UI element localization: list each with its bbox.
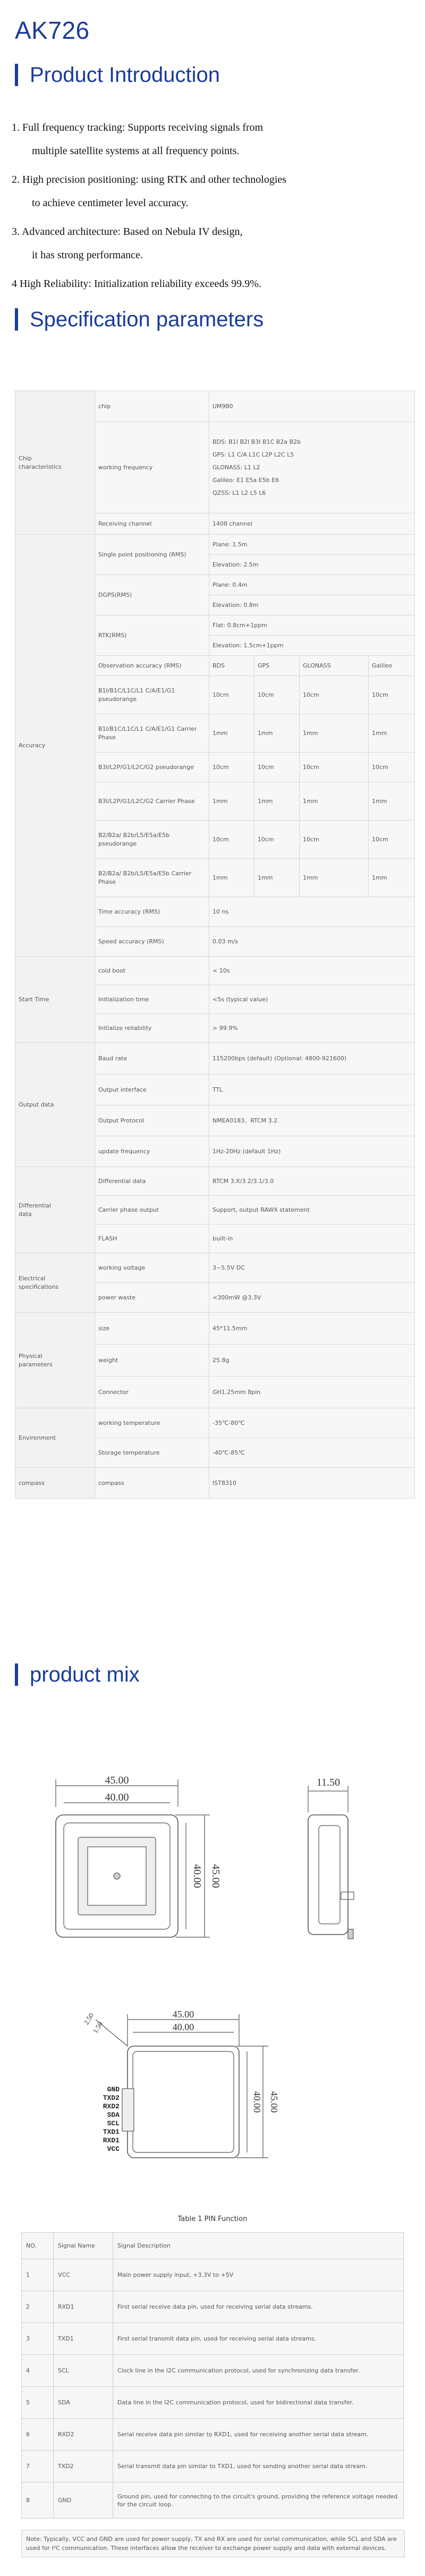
table-row <box>15 1313 415 1345</box>
intro-item <box>12 220 405 267</box>
side-foot <box>348 1929 353 1939</box>
spec-param: cold boot <box>95 957 209 985</box>
module-bottom-view-drawing <box>80 2009 319 2184</box>
dim-inner-vertical-label: 40.00 <box>191 1864 203 1888</box>
pin-description: Serial transmit data pin similar to TXD1, used for sending another serial data stream. <box>113 2451 404 2482</box>
spec-param: FLASH <box>95 1224 209 1253</box>
dim-small-label: 1.50 <box>91 2020 104 2035</box>
bottom-board <box>128 2046 239 2158</box>
spec-value: 10cm <box>209 753 254 782</box>
spec-category: Physical parameters <box>15 1313 95 1408</box>
spec-table <box>15 391 415 1499</box>
spec-category: Start Time <box>15 957 95 1043</box>
spec-category: Accuracy <box>15 535 95 957</box>
spec-value: 115200bps (default) (Optional: 4800-921600) <box>209 1043 415 1075</box>
spec-param: Differential data <box>95 1167 209 1196</box>
pin-table-note: Note: Typically, VCC and GND are used for power supply, TX and RX are used for serial communication, while SCL and SDA are used for I²C communication. These interfaces allow the receiver to exchange power supply and data with external devices. <box>21 2530 405 2557</box>
pin-description: Clock line in the I2C communication protocol, used for synchronizing data transfer. <box>113 2355 404 2387</box>
spec-param: Initialize reliability <box>95 1014 209 1043</box>
pin-label: SDA <box>107 2111 120 2119</box>
intro-heading: Product Introduction <box>15 64 220 86</box>
spec-value: built-in <box>209 1224 415 1253</box>
spec-param: Single point positioning (RMS) <box>95 535 209 575</box>
spec-param: size <box>95 1313 209 1345</box>
bottom-inner <box>133 2051 234 2152</box>
spec-param: B2/B2a/ B2b/L5/E5a/E5b pseudorange <box>95 821 209 859</box>
spec-param: working temperature <box>95 1408 209 1438</box>
spec-value: 0.03 m/s <box>209 927 415 957</box>
spec-param: power waste <box>95 1283 209 1313</box>
pin-no: 4 <box>22 2355 54 2387</box>
spec-value: 10cm <box>300 753 369 782</box>
spec-value: 10cm <box>300 821 369 859</box>
dim-inner-vertical-label: 40.00 <box>252 2091 262 2113</box>
intro-line: 3. Advanced architecture: Based on Nebula IV design, <box>12 226 243 238</box>
spec-value: 10cm <box>369 676 415 714</box>
pin-description: Data line in the I2C communication protocol, used for bidirectional data transfer. <box>113 2387 404 2419</box>
spec-value: 10cm <box>254 753 300 782</box>
spec-value: 10cm <box>369 821 415 859</box>
spec-value: <5s (typical value) <box>209 985 415 1014</box>
pin-label: RXD1 <box>103 2136 120 2144</box>
spec-value: TTL <box>209 1075 415 1105</box>
table-row <box>15 1253 415 1283</box>
side-inner <box>319 1826 340 1924</box>
table-row <box>22 2451 404 2482</box>
pin-label: TXD2 <box>103 2094 120 2102</box>
spec-param: B3I/L2P/G1/L2C/G2 pseudorange <box>95 753 209 782</box>
pin-signal: VCC <box>54 2259 113 2291</box>
dim-outer-vertical-label: 45.00 <box>210 1864 222 1888</box>
pin-no: 8 <box>22 2482 54 2519</box>
pin-no: 3 <box>22 2323 54 2355</box>
spec-category: Electrical specifications <box>15 1253 95 1313</box>
spec-value: 1mm <box>300 714 369 753</box>
spec-value: 45*11.5mm <box>209 1313 415 1345</box>
spec-value: 1Hz-20Hz (default 1Hz) <box>209 1136 415 1167</box>
freq-line: Galileo: E1 E5a E5b E6 <box>212 476 279 484</box>
column-header: Signal Description <box>113 2233 404 2259</box>
pin-table <box>21 2232 404 2519</box>
spec-value: 1mm <box>254 714 300 753</box>
spec-value: > 99.9% <box>209 1014 415 1043</box>
pin-no: 7 <box>22 2451 54 2482</box>
dim-outer-label: 45.00 <box>172 2009 194 2020</box>
pin-label: TXD1 <box>103 2128 120 2136</box>
table-header-row <box>22 2233 404 2259</box>
spec-value: Galileo <box>369 656 415 676</box>
table-row <box>22 2323 404 2355</box>
pin-description: Main power supply input, +3.3V to +5V <box>113 2259 404 2291</box>
spec-value: UM980 <box>209 391 415 422</box>
intro-line: 2. High precision positioning: using RTK and other technologies <box>12 174 287 185</box>
spec-value: GLONASS <box>300 656 369 676</box>
spec-value: 1mm <box>369 859 415 897</box>
spec-param: compass <box>95 1468 209 1499</box>
spec-param: RTK(RMS) <box>95 615 209 656</box>
spec-value: RTCM 3.X/3.2/3.1/3.0 <box>209 1167 415 1196</box>
dim-outer-vertical-label: 45.00 <box>269 2091 279 2113</box>
spec-value: 10cm <box>209 676 254 714</box>
column-header: NO. <box>22 2233 54 2259</box>
intro-line-cont: multiple satellite systems at all frequency points. <box>32 145 240 157</box>
spec-param: Initialization time <box>95 985 209 1014</box>
pin-description: First serial receive data pin, used for receiving serial data streams. <box>113 2291 404 2323</box>
table-row <box>22 2419 404 2451</box>
table-row <box>15 391 415 422</box>
pin-connector <box>122 2089 134 2131</box>
spec-param: Time accuracy (RMS) <box>95 897 209 927</box>
spec-param: DGPS(RMS) <box>95 575 209 615</box>
intro-item <box>12 116 405 163</box>
pin-label: GND <box>107 2085 120 2093</box>
spec-param: weight <box>95 1345 209 1376</box>
spec-heading: Specification parameters <box>15 308 264 331</box>
spec-value: 10cm <box>254 676 300 714</box>
spec-param: Output interface <box>95 1075 209 1105</box>
spec-value: -35℃-80℃ <box>209 1408 415 1438</box>
freq-line: GPS: L1 C/A L1C L2P L2C L5 <box>212 451 294 458</box>
spec-value: 25.8g <box>209 1345 415 1376</box>
spec-category: Chip characteristics <box>15 391 95 535</box>
spec-category: Output data <box>15 1043 95 1167</box>
spec-value: 1mm <box>300 859 369 897</box>
table-row <box>15 1408 415 1438</box>
spec-value <box>209 422 415 513</box>
spec-param: B1I/B1C/L1C/L1 C/A/E1/G1 Carrier Phase <box>95 714 209 753</box>
spec-value: 10 ns <box>209 897 415 927</box>
spec-param: update frequency <box>95 1136 209 1167</box>
spec-value: 1mm <box>369 714 415 753</box>
spec-value: 10cm <box>300 676 369 714</box>
spec-value: -40℃-85℃ <box>209 1438 415 1468</box>
dim-outer-label: 45.00 <box>105 1775 129 1786</box>
spec-param: Baud rate <box>95 1043 209 1075</box>
spec-param: Storage temperature <box>95 1438 209 1468</box>
table-row <box>22 2387 404 2419</box>
spec-value: 1mm <box>254 782 300 821</box>
spec-param: working frequency <box>95 422 209 513</box>
table-row <box>22 2355 404 2387</box>
intro-line-cont: it has strong performance. <box>32 249 143 261</box>
module-top-view-drawing <box>45 1770 263 1966</box>
intro-item <box>12 168 405 215</box>
intro-list <box>12 116 405 301</box>
pin-no: 6 <box>22 2419 54 2451</box>
intro-line: 4 High Reliability: Initialization reliability exceeds 99.9%. <box>12 278 261 290</box>
spec-value: Elevation: 2.5m <box>209 555 415 575</box>
table-row <box>22 2291 404 2323</box>
pin-label: SCL <box>107 2119 120 2127</box>
spec-value: NMEA0183、RTCM 3.2 <box>209 1105 415 1136</box>
spec-value: BDS <box>209 656 254 676</box>
spec-value: <300mW @3.3V <box>209 1283 415 1313</box>
pin-signal: TXD2 <box>54 2451 113 2482</box>
table-row <box>15 1468 415 1499</box>
pin-signal: SDA <box>54 2387 113 2419</box>
dim-height-label: 11.50 <box>316 1777 341 1788</box>
spec-category: Differential data <box>15 1167 95 1253</box>
spec-param: working voltage <box>95 1253 209 1283</box>
pin-no: 2 <box>22 2291 54 2323</box>
pin-signal: RXD1 <box>54 2291 113 2323</box>
pin-table-caption: Table 1 PIN Function <box>177 2215 248 2223</box>
spec-category: Environment <box>15 1408 95 1468</box>
spec-param: Receiving channel <box>95 513 209 535</box>
table-row <box>15 535 415 555</box>
pin-label: RXD2 <box>103 2102 120 2110</box>
spec-value: Plane: 0.4m <box>209 575 415 595</box>
spec-value: 1mm <box>209 714 254 753</box>
dim-inner-label: 40.00 <box>172 2022 194 2032</box>
column-header: Signal Name <box>54 2233 113 2259</box>
spec-value: 1mm <box>254 859 300 897</box>
pin-description: First serial transmit data pin, used for receiving serial data streams. <box>113 2323 404 2355</box>
spec-value: < 10s <box>209 957 415 985</box>
spec-param: B3I/L2P/G1/L2C/G2 Carrier Phase <box>95 782 209 821</box>
freq-line: QZSS: L1 L2 L5 L6 <box>212 489 266 496</box>
spec-value: Flat: 0.8cm+1ppm <box>209 615 415 636</box>
pin-signal: TXD1 <box>54 2323 113 2355</box>
dim-small-label: 2.50 <box>82 2011 95 2026</box>
intro-line-cont: to achieve centimeter level accuracy. <box>32 197 189 209</box>
pin-no: 1 <box>22 2259 54 2291</box>
pin-no: 5 <box>22 2387 54 2419</box>
spec-value: Plane: 1.5m <box>209 535 415 555</box>
pin-description: Serial receive data pin similar to RXD1, used for receiving another serial data stream. <box>113 2419 404 2451</box>
table-row <box>15 1043 415 1075</box>
table-row <box>15 957 415 985</box>
page-title: AK726 <box>15 16 90 44</box>
spec-param: Carrier phase output <box>95 1196 209 1224</box>
intro-item <box>12 272 405 295</box>
spec-value: 1mm <box>300 782 369 821</box>
spec-value: 1mm <box>209 859 254 897</box>
spec-value: 1mm <box>369 782 415 821</box>
table-row <box>22 2259 404 2291</box>
pin-signal: GND <box>54 2482 113 2519</box>
spec-value: 1mm <box>209 782 254 821</box>
intro-line: 1. Full frequency tracking: Supports receiving signals from <box>12 122 264 133</box>
spec-value: 3~5.5V DC <box>209 1253 415 1283</box>
pin-label: VCC <box>107 2145 120 2153</box>
pin-signal: RXD2 <box>54 2419 113 2451</box>
spec-param: chip <box>95 391 209 422</box>
spec-param: Connector <box>95 1376 209 1408</box>
module-side-view-drawing <box>292 1770 398 1966</box>
spec-value: 10cm <box>369 753 415 782</box>
side-housing <box>308 1815 348 1935</box>
spec-value: GPS <box>254 656 300 676</box>
spec-value: GH1.25mm 8pin <box>209 1376 415 1408</box>
spec-value: Support, output RAWX statement <box>209 1196 415 1224</box>
spec-category: compass <box>15 1468 95 1499</box>
spec-param: Speed accuracy (RMS) <box>95 927 209 957</box>
freq-line: GLONASS: L1 L2 <box>212 463 260 471</box>
spec-param: Observation accuracy (RMS) <box>95 656 209 676</box>
dim-inner-label: 40.00 <box>105 1792 129 1803</box>
spec-value: Elevation: 0.8m <box>209 595 415 615</box>
spec-value: IST8310 <box>209 1468 415 1499</box>
freq-line: BDS: B1I B2I B3I B1C B2a B2b <box>212 438 301 445</box>
mix-heading: product mix <box>15 1663 140 1686</box>
pin-description: Ground pin, used for connecting to the circuit's ground, providing the reference voltage needed for the circuit loop. <box>113 2482 404 2519</box>
pin-signal: SCL <box>54 2355 113 2387</box>
spec-value: 1408 channel <box>209 513 415 535</box>
table-row <box>22 2482 404 2519</box>
spec-value: 10cm <box>254 821 300 859</box>
side-connector <box>341 1892 354 1899</box>
spec-value: Elevation: 1.5cm+1ppm <box>209 636 415 656</box>
table-row <box>15 1167 415 1196</box>
feed-point <box>114 1873 120 1879</box>
spec-param: B2/B2a/ B2b/L5/E5a/E5b Carrier Phase <box>95 859 209 897</box>
spec-param: B1I/B1C/L1C/L1 C/A/E1/G1 pseudorange <box>95 676 209 714</box>
spec-param: Output Protocol <box>95 1105 209 1136</box>
spec-value: 10cm <box>209 821 254 859</box>
